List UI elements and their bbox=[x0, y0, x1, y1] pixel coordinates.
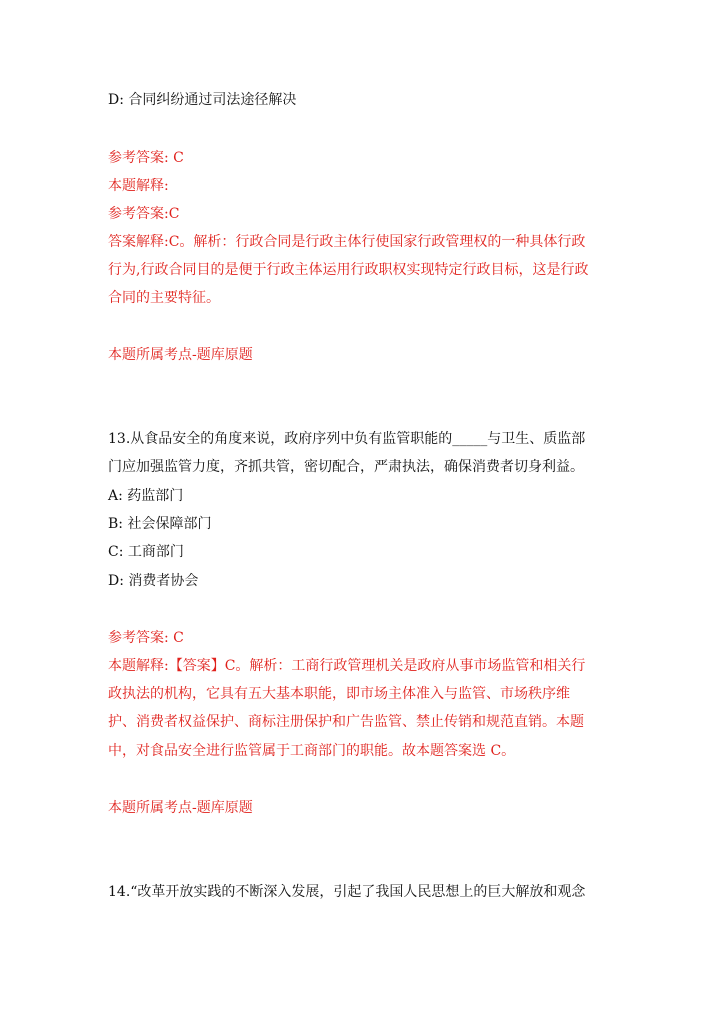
q13-stem-line-1: 13.从食品安全的角度来说，政府序列中负有监管职能的_____与卫生、质监部 bbox=[108, 431, 586, 447]
q14-stem-line-1: 14.“改革开放实践的不断深入发展，引起了我国人民思想上的巨大解放和观念 bbox=[108, 884, 586, 900]
q12-explain-label: 本题解释: bbox=[108, 178, 169, 194]
q13-explanation-line-4: 中，对食品安全进行监管属于工商部门的职能。故本题答案选 C。 bbox=[108, 743, 516, 759]
q12-answer: 参考答案: C bbox=[108, 150, 184, 166]
q13-answer: 参考答案: C bbox=[108, 630, 184, 646]
q12-option-d: D: 合同纠纷通过司法途径解决 bbox=[108, 92, 297, 108]
q13-source: 本题所属考点-题库原题 bbox=[108, 800, 253, 816]
q12-answer-repeat: 参考答案:C bbox=[108, 206, 180, 222]
q12-explanation-line-2: 行为,行政合同目的是便于行政主体运用行政职权实现特定行政目标，这是行政 bbox=[108, 262, 589, 278]
q12-explanation-line-1: 答案解释:C。解析：行政合同是行政主体行使国家行政管理权的一种具体行政 bbox=[108, 234, 586, 250]
q13-option-b: B: 社会保障部门 bbox=[108, 516, 212, 532]
q13-stem-line-2: 门应加强监管力度，齐抓共管，密切配合，严肃执法，确保消费者切身利益。 bbox=[108, 459, 584, 475]
q13-option-d: D: 消费者协会 bbox=[108, 573, 199, 589]
q13-option-c: C: 工商部门 bbox=[108, 544, 184, 560]
q13-explanation-line-3: 护、消费者权益保护、商标注册保护和广告监管、禁止传销和规范直销。本题 bbox=[108, 714, 584, 730]
q13-explanation-line-1: 本题解释:【答案】C。解析：工商行政管理机关是政府从事市场监管和相关行 bbox=[108, 658, 586, 674]
q13-option-a: A: 药监部门 bbox=[108, 488, 184, 504]
q13-explanation-line-2: 政执法的机构，它具有五大基本职能，即市场主体准入与监管、市场秩序维 bbox=[108, 686, 570, 702]
q12-source: 本题所属考点-题库原题 bbox=[108, 347, 253, 363]
q12-explanation-line-3: 合同的主要特征。 bbox=[108, 290, 220, 306]
